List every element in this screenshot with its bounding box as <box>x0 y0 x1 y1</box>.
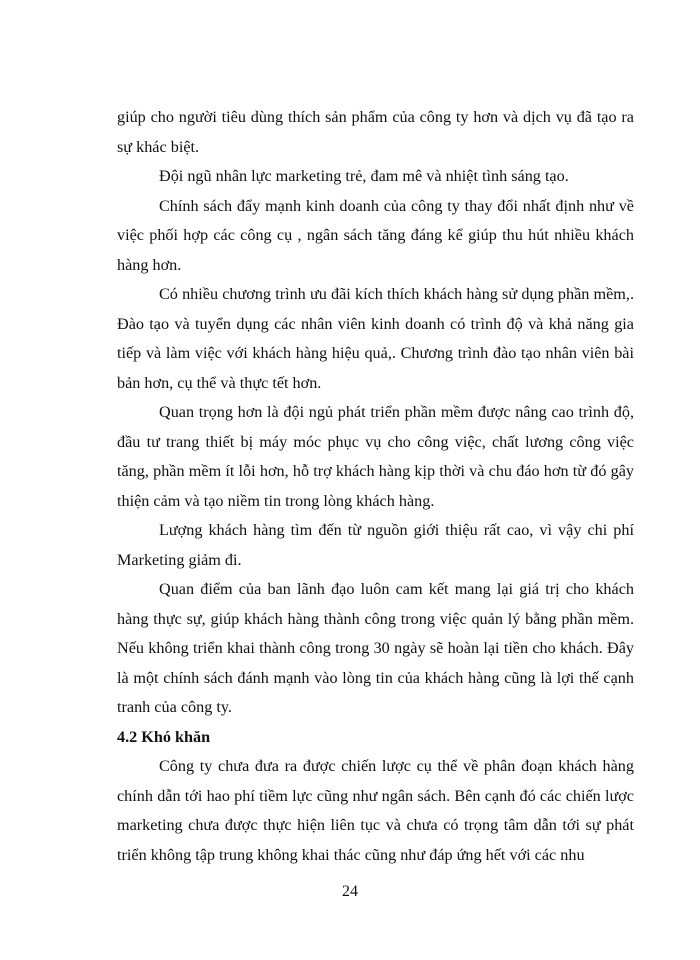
paragraph-dev-team: Quan trọng hơn là đội ngủ phát triển phần mềm được nâng cao trình độ, đầu tư trang thiết bị máy móc phục vụ cho công việc, chất lương công việc tăng, phần mềm ít lỗi hơn, hỗ trợ khách hàng kịp thời và chu đáo hơn từ đó gây thiện cảm và tạo niềm tin trong lòng khách hàng. <box>117 403 634 510</box>
paragraph-promotions: Có nhiều chương trình ưu đãi kích thích khách hàng sử dụng phần mềm,. Đào tạo và tuyển dụng các nhân viên kinh doanh có trình độ và khả năng gia tiếp và làm việc với khách hàng hiệu quả,. Chương trình đào tạo nhân viên bài bản hơn, cụ thể và thực tết hơn. <box>117 285 634 392</box>
paragraph-continuation: giúp cho người tiêu dùng thích sản phẩm của công ty hơn và dịch vụ đã tạo ra sự khác biệt. <box>117 108 634 156</box>
paragraph-difficulties: Công ty chưa đưa ra được chiến lược cụ thể về phân đoạn khách hàng chính dẫn tới hao phí tiềm lực cũng như ngân sách. Bên cạnh đó các chiến lược marketing chưa được thực hiện liên tục và chưa có trọng tâm dẫn tới sự phát triển không tập trung không khai thác cũng như đáp ứng hết với các nhu <box>117 757 634 864</box>
page-number: 24 <box>342 883 358 900</box>
section-heading: 4.2 Khó khăn <box>117 727 211 746</box>
paragraph-marketing-team: Đội ngũ nhân lực marketing trẻ, đam mê và nhiệt tình sáng tạo. <box>159 167 569 185</box>
paragraph-management-commitment: Quan điểm của ban lãnh đạo luôn cam kết mang lại giá trị cho khách hàng thực sự, giúp khách hàng thành công trong việc quản lý bằng phần mềm. Nếu không triển khai thành công trong 30 ngày sẽ hoàn lại tiền cho khách. Đây là một chính sách đánh mạnh vào lòng tin của khách hàng cũng là lợi thế cạnh tranh của công ty. <box>117 580 634 716</box>
body-text <box>117 103 634 870</box>
paragraph-referrals: Lượng khách hàng tìm đến từ nguồn giới thiệu rất cao, vì vậy chi phí Marketing giảm đi. <box>117 521 634 569</box>
paragraph-business-policy: Chính sách đẩy mạnh kinh doanh của công ty thay đổi nhất định như về việc phối hợp các công cụ , ngân sách tăng đáng kể giúp thu hút nhiều khách hàng hơn. <box>117 196 634 274</box>
